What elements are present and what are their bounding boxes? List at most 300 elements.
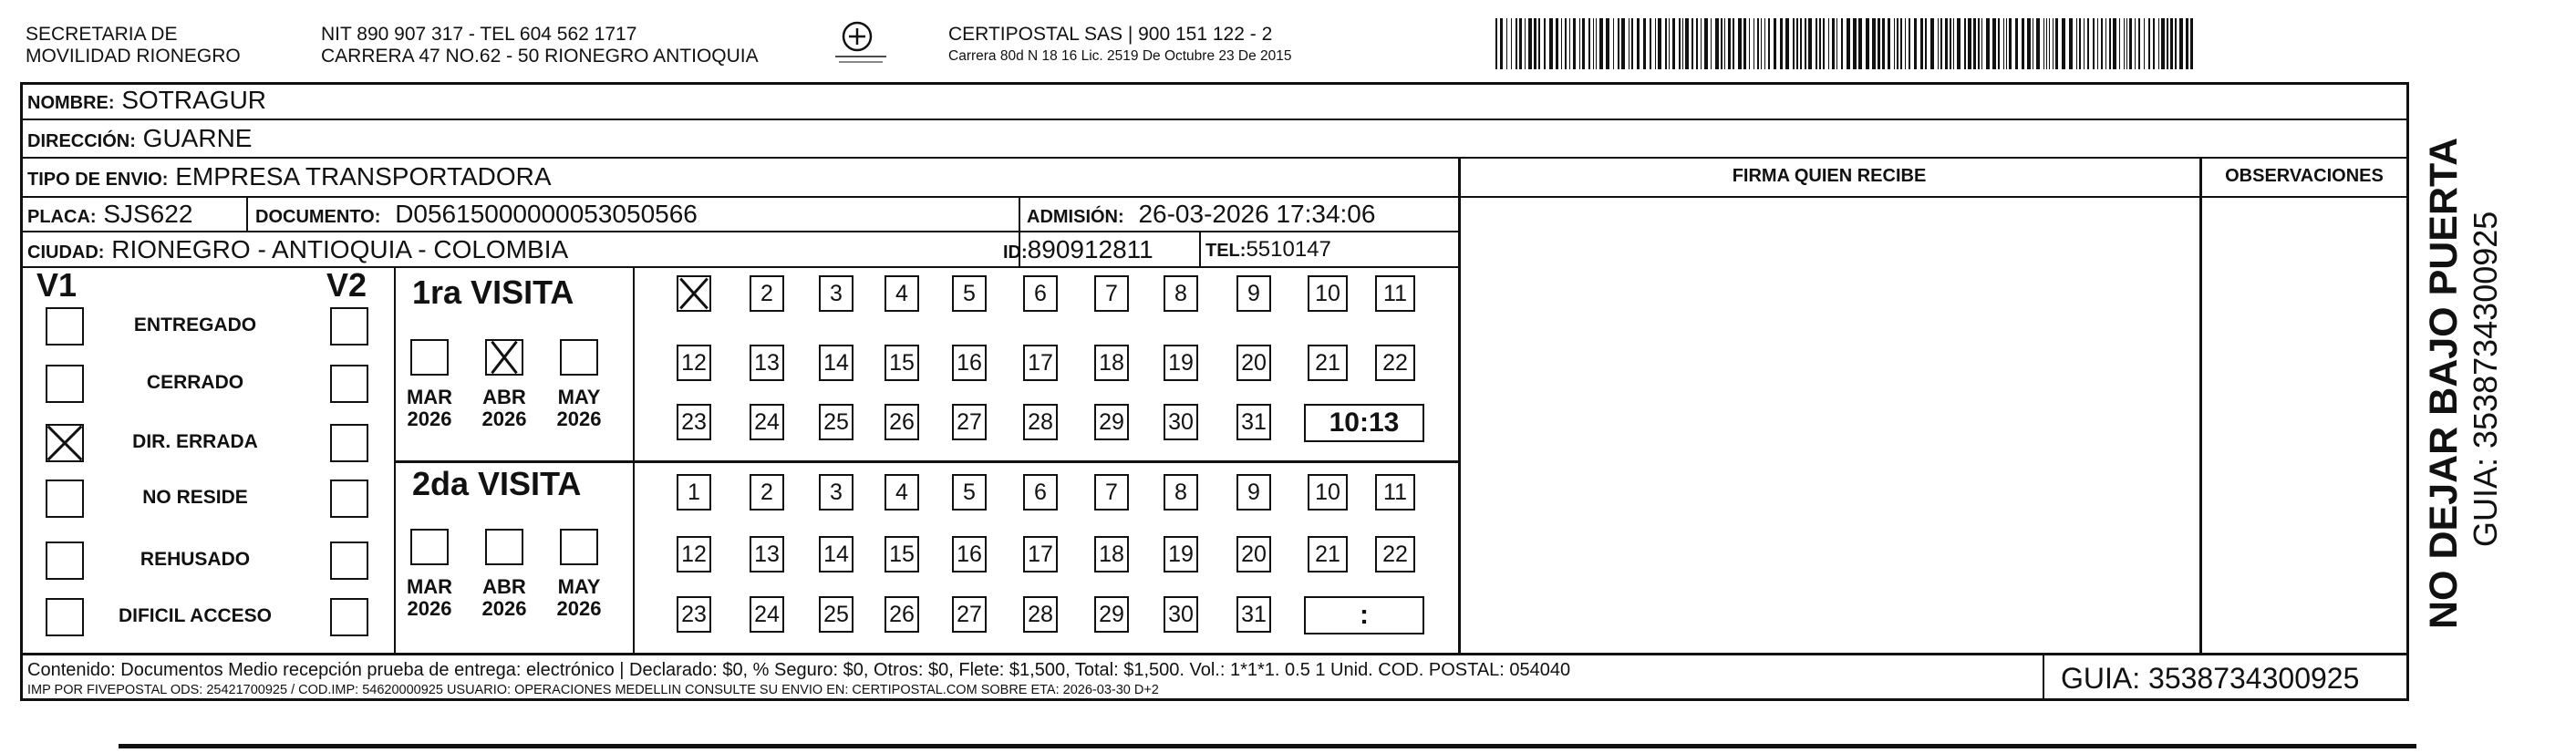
ciudad-field [27, 234, 568, 268]
visit1-day-box: 10 [1308, 275, 1348, 312]
visit1-day-box: 11 [1375, 275, 1415, 312]
barcode-bar [1658, 18, 1661, 69]
barcode-bar [1743, 18, 1746, 69]
v2-checkbox [330, 365, 368, 403]
barcode-bar [2046, 18, 2047, 69]
visit1-day-box: 14 [819, 345, 853, 381]
nombre-field [27, 85, 266, 119]
documento-value: D05615000000053050566 [395, 200, 698, 228]
visit1-day-box: 28 [1023, 404, 1058, 440]
barcode-bar [1938, 18, 1939, 69]
visit2-day-box: 7 [1094, 474, 1129, 511]
barcode-bar [1511, 18, 1512, 69]
visit1-day-box: 27 [952, 404, 987, 440]
barcode-bar [2079, 18, 2081, 69]
barcode-bar [1728, 18, 1731, 69]
v1-checkbox [46, 542, 84, 580]
barcode-bar [1805, 18, 1806, 69]
barcode-bar [2062, 18, 2065, 69]
barcode-bar [1679, 18, 1681, 69]
visit2-day-box: 16 [952, 536, 987, 572]
barcode-bar [2036, 18, 2040, 69]
barcode-bar [1711, 18, 1712, 69]
barcode-bar [1691, 18, 1693, 69]
barcode-bar [1764, 18, 1765, 69]
barcode-bar [1621, 18, 1625, 69]
visit2-day-box: 10 [1308, 474, 1348, 511]
barcode-bar [1964, 18, 1966, 69]
barcode-bar [1981, 18, 1982, 69]
barcode-bar [2175, 18, 2177, 69]
barcode-bar [2148, 18, 2150, 69]
barcode-bar [1774, 18, 1776, 69]
v2-header: V2 [326, 266, 367, 304]
barcode-bar [1978, 18, 1980, 69]
courier-line1: CERTIPOSTAL SAS | 900 151 122 - 2 [948, 24, 1273, 45]
barcode-bar [1841, 18, 1843, 69]
barcode-bar [1749, 18, 1750, 69]
rule [20, 82, 23, 700]
visit2-month-label: MAY 2026 [556, 575, 602, 620]
barcode-bar [2170, 18, 2173, 69]
rule [20, 698, 2409, 701]
id-label: ID: [1003, 242, 1028, 263]
status-label: DIR. ERRADA [132, 431, 258, 452]
barcode-bar [1914, 18, 1917, 69]
barcode-bar [2069, 18, 2073, 69]
barcode [1495, 18, 2198, 69]
org-line1: SECRETARIA DE [26, 24, 178, 45]
barcode-bar [2144, 18, 2145, 69]
courier-line2: Carrera 80d N 18 16 Lic. 2519 De Octubre 23 De 2015 [948, 48, 1292, 64]
barcode-bar [2190, 18, 2193, 69]
visit1-month-checkbox [560, 339, 598, 376]
rule [20, 82, 2409, 85]
barcode-bar [1836, 18, 1837, 69]
barcode-bar [1808, 18, 1812, 69]
barcode-bar [1733, 18, 1734, 69]
rule [20, 196, 2409, 198]
tipo-value: EMPRESA TRANSPORTADORA [175, 162, 552, 191]
nombre-label: NOMBRE: [27, 93, 115, 113]
visit1-day-box: 17 [1023, 345, 1058, 381]
visit2-day-box: 26 [885, 596, 919, 633]
barcode-bar [1696, 18, 1698, 69]
barcode-bar [2049, 18, 2050, 69]
visit1-title: 1ra VISITA [412, 273, 574, 311]
visit2-month-label: MAR 2026 [406, 575, 453, 620]
status-label: CERRADO [146, 372, 244, 393]
barcode-bar [1738, 18, 1742, 69]
v1-header: V1 [36, 266, 78, 304]
barcode-bar [1905, 18, 1906, 69]
barcode-bar [1785, 18, 1789, 69]
barcode-bar [1672, 18, 1675, 69]
barcode-bar [2022, 18, 2024, 69]
visit1-day-box: 30 [1164, 404, 1198, 440]
barcode-bar [1897, 18, 1898, 69]
visit2-day-box: 23 [677, 596, 711, 633]
visit1-month-checkbox [485, 339, 523, 376]
barcode-bar [2084, 18, 2085, 69]
visit1-day-box: 5 [952, 275, 987, 312]
firma-header: FIRMA QUIEN RECIBE [1732, 166, 1927, 186]
address-line: CARRERA 47 NO.62 - 50 RIONEGRO ANTIOQUIA [321, 46, 759, 67]
visit2-day-box: 9 [1236, 474, 1271, 511]
ciudad-label: CIUDAD: [27, 242, 105, 263]
nit-line: NIT 890 907 317 - TEL 604 562 1717 [321, 24, 637, 45]
visit1-day-box: 20 [1236, 345, 1271, 381]
visit1-day-box: 3 [819, 275, 853, 312]
barcode-bar [1579, 18, 1580, 69]
v1-checkbox [46, 365, 84, 403]
visit2-day-box: 17 [1023, 536, 1058, 572]
visit1-day-box: 15 [885, 345, 919, 381]
barcode-bar [1582, 18, 1585, 69]
ciudad-value: RIONEGRO - ANTIOQUIA - COLOMBIA [111, 235, 569, 263]
barcode-bar [1556, 18, 1558, 69]
v1-checkbox [46, 424, 84, 462]
barcode-bar [1525, 18, 1526, 69]
rule [2199, 157, 2202, 655]
barcode-bar [1631, 18, 1633, 69]
visit2-day-box: 14 [819, 536, 853, 572]
barcode-bar [1940, 18, 1942, 69]
tipo-envio-field [27, 161, 552, 195]
footer-contents: Contenido: Documentos Medio recepción prueba de entrega: electrónico | Declarado: $0, % Seguro: $0, Otros: $0, Flete: $1,500, Total: $1,500. Vol.: 1*1*1. 0.5 1 Unid. COD. POSTAL: 054040 [27, 660, 1571, 680]
rule [394, 460, 1461, 463]
visit1-day-box: 18 [1094, 345, 1129, 381]
barcode-bar [1534, 18, 1536, 69]
barcode-bar [1872, 18, 1876, 69]
visit1-day-box: 22 [1375, 345, 1415, 381]
visit1-day-box: 29 [1094, 404, 1129, 440]
tipo-label: TIPO DE ENVIO: [27, 170, 169, 190]
footer-guia: GUIA: 3538734300925 [2061, 662, 2360, 695]
placa-label: PLACA: [27, 207, 97, 227]
visit2-day-box: 31 [1236, 596, 1271, 633]
barcode-bar [1957, 18, 1960, 69]
barcode-bar [1823, 18, 1825, 69]
barcode-bar [1998, 18, 2000, 69]
visit1-month-label: MAR 2026 [406, 386, 453, 430]
barcode-bar [1685, 18, 1689, 69]
barcode-bar [1655, 18, 1656, 69]
barcode-bar [1793, 18, 1795, 69]
barcode-bar [1796, 18, 1798, 69]
barcode-bar [2124, 18, 2125, 69]
barcode-bar [2135, 18, 2136, 69]
barcode-bar [1757, 18, 1759, 69]
barcode-bar [1618, 18, 1619, 69]
barcode-bar [2138, 18, 2140, 69]
barcode-bar [1506, 18, 1507, 69]
v2-checkbox [330, 542, 368, 580]
barcode-bar [1701, 18, 1702, 69]
barcode-icon [1495, 18, 2198, 69]
visit2-time-box: : [1304, 596, 1424, 634]
visit2-day-box: 22 [1375, 536, 1415, 572]
barcode-bar [1573, 18, 1576, 69]
barcode-bar [1768, 18, 1770, 69]
barcode-bar [2126, 18, 2127, 69]
barcode-bar [1593, 18, 1594, 69]
v2-checkbox [330, 424, 368, 462]
visit1-day-box: 21 [1308, 345, 1348, 381]
barcode-bar [1968, 18, 1971, 69]
barcode-bar [1500, 18, 1503, 69]
visit1-day-box: 19 [1164, 345, 1198, 381]
visit1-day-box: 24 [750, 404, 784, 440]
barcode-bar [1882, 18, 1885, 69]
barcode-bar [1930, 18, 1934, 69]
visit1-day-box: 13 [750, 345, 784, 381]
barcode-bar [1721, 18, 1723, 69]
barcode-bar [2186, 18, 2188, 69]
barcode-bar [1909, 18, 1910, 69]
rule [2043, 653, 2044, 700]
visit1-day-box [677, 275, 711, 312]
tel-value: 5510147 [1246, 237, 1331, 262]
barcode-bar [2015, 18, 2018, 69]
barcode-bar [1878, 18, 1880, 69]
visit1-day-box: 31 [1236, 404, 1271, 440]
v2-checkbox [330, 307, 368, 346]
barcode-bar [2006, 18, 2007, 69]
barcode-bar [1561, 18, 1562, 69]
visit2-day-box: 19 [1164, 536, 1198, 572]
status-label: REHUSADO [140, 549, 251, 570]
visit2-day-box: 12 [677, 536, 711, 572]
rule [20, 119, 2409, 120]
visit2-day-box: 13 [750, 536, 784, 572]
status-label: ENTREGADO [133, 315, 257, 335]
barcode-bar [1847, 18, 1850, 69]
tel-label: TEL: [1205, 241, 1247, 261]
barcode-bar [1565, 18, 1567, 69]
visit2-day-box: 18 [1094, 536, 1129, 572]
visit2-day-box: 28 [1023, 596, 1058, 633]
barcode-bar [1495, 18, 1497, 69]
v1-checkbox [46, 598, 84, 636]
visit1-month-label: ABR 2026 [481, 386, 527, 430]
documento-field [255, 199, 698, 232]
barcode-bar [2119, 18, 2120, 69]
visit1-day-box: 12 [677, 345, 711, 381]
visit1-day-box: 8 [1164, 275, 1198, 312]
barcode-bar [1986, 18, 1990, 69]
barcode-bar [1900, 18, 1902, 69]
barcode-bar [2053, 18, 2054, 69]
visit2-day-box: 15 [885, 536, 919, 572]
barcode-bar [1516, 18, 1517, 69]
id-value: 890912811 [1027, 235, 1154, 263]
v2-checkbox [330, 598, 368, 636]
barcode-bar [1519, 18, 1522, 69]
barcode-bar [1888, 18, 1890, 69]
barcode-bar [2113, 18, 2116, 69]
barcode-bar [2158, 18, 2159, 69]
barcode-bar [2003, 18, 2004, 69]
visit2-day-box: 8 [1164, 474, 1198, 511]
barcode-bar [1819, 18, 1821, 69]
placa-field [27, 199, 192, 232]
barcode-bar [2129, 18, 2132, 69]
barcode-bar [1650, 18, 1651, 69]
barcode-bar [2167, 18, 2168, 69]
side-guia: GUIA: 3538734300925 [2467, 211, 2504, 547]
side-warning: NO DEJAR BAJO PUERTA [2422, 137, 2466, 629]
barcode-bar [2055, 18, 2058, 69]
rule [20, 653, 2409, 655]
visit2-day-box: 29 [1094, 596, 1129, 633]
documento-label: DOCUMENTO: [255, 207, 381, 227]
visit2-title: 2da VISITA [412, 465, 582, 502]
certipostal-logo-icon [835, 20, 886, 67]
sender-address [321, 24, 759, 67]
barcode-bar [1724, 18, 1725, 69]
visit2-day-box: 2 [750, 474, 784, 511]
barcode-bar [1538, 18, 1540, 69]
barcode-bar [2097, 18, 2098, 69]
certipostal-logo [835, 20, 886, 67]
visit2-month-checkbox [410, 529, 449, 565]
visit1-time-box: 10:13 [1304, 404, 1424, 442]
barcode-bar [1780, 18, 1783, 69]
visit1-day-box: 16 [952, 345, 987, 381]
rule [20, 157, 2409, 159]
barcode-bar [1528, 18, 1532, 69]
rule [1199, 231, 1201, 267]
barcode-bar [1925, 18, 1927, 69]
barcode-bar [1992, 18, 1996, 69]
visit1-day-box: 4 [885, 275, 919, 312]
v1-checkbox [46, 307, 84, 346]
direccion-field [27, 123, 252, 157]
barcode-bar [2009, 18, 2012, 69]
visit2-month-label: ABR 2026 [481, 575, 527, 620]
rule [2406, 157, 2409, 700]
barcode-bar [2101, 18, 2103, 69]
status-label: DIFICIL ACCESO [118, 605, 272, 626]
barcode-bar [1643, 18, 1646, 69]
visit2-day-box: 11 [1375, 474, 1415, 511]
visit2-day-box: 24 [750, 596, 784, 633]
barcode-bar [1853, 18, 1857, 69]
visit1-day-box: 2 [750, 275, 784, 312]
barcode-bar [1606, 18, 1609, 69]
visit1-month-checkbox [410, 339, 449, 376]
barcode-bar [1669, 18, 1670, 69]
barcode-bar [2087, 18, 2089, 69]
barcode-bar [1569, 18, 1570, 69]
visit2-day-box: 30 [1164, 596, 1198, 633]
barcode-bar [2153, 18, 2155, 69]
barcode-bar [1665, 18, 1667, 69]
barcode-bar [2093, 18, 2095, 69]
barcode-bar [1920, 18, 1923, 69]
admision-label: ADMISIÓN: [1027, 207, 1124, 227]
barcode-bar [1761, 18, 1762, 69]
visit2-month-checkbox [485, 529, 523, 565]
visit2-day-box: 21 [1308, 536, 1348, 572]
visit2-day-box: 5 [952, 474, 987, 511]
barcode-bar [1637, 18, 1640, 69]
barcode-bar [2109, 18, 2111, 69]
barcode-bar [2161, 18, 2165, 69]
barcode-bar [1596, 18, 1597, 69]
barcode-bar [2179, 18, 2183, 69]
barcode-bar [1800, 18, 1802, 69]
barcode-bar [2027, 18, 2031, 69]
barcode-bar [1549, 18, 1553, 69]
barcode-bar [1816, 18, 1817, 69]
barcode-bar [1832, 18, 1835, 69]
admision-value: 26-03-2026 17:34:06 [1138, 200, 1376, 228]
barcode-bar [1953, 18, 1954, 69]
barcode-bar [1682, 18, 1683, 69]
org-line2: MOVILIDAD RIONEGRO [26, 46, 241, 67]
barcode-bar [1973, 18, 1976, 69]
v1-checkbox [46, 480, 84, 518]
visit1-day-box: 25 [819, 404, 853, 440]
barcode-bar [1544, 18, 1546, 69]
tel-field [1205, 234, 1331, 266]
visit2-day-box: 27 [952, 596, 987, 633]
placa-value: SJS622 [103, 200, 193, 228]
admision-field [1027, 199, 1375, 232]
visit2-day-box: 20 [1236, 536, 1271, 572]
visit1-month-label: MAY 2026 [556, 386, 602, 430]
barcode-bar [1894, 18, 1895, 69]
visit1-day-box: 23 [677, 404, 711, 440]
visit1-day-box: 7 [1094, 275, 1129, 312]
barcode-bar [2076, 18, 2077, 69]
rule [119, 744, 2416, 748]
barcode-bar [1945, 18, 1948, 69]
direccion-label: DIRECCIÓN: [27, 131, 136, 151]
barcode-bar [1828, 18, 1829, 69]
barcode-bar [1704, 18, 1708, 69]
barcode-bar [2043, 18, 2044, 69]
courier-info [948, 24, 1292, 67]
visit2-day-box: 1 [677, 474, 711, 511]
barcode-bar [1858, 18, 1862, 69]
barcode-bar [1715, 18, 1719, 69]
visit1-day-box: 26 [885, 404, 919, 440]
v2-checkbox [330, 480, 368, 518]
barcode-bar [1588, 18, 1590, 69]
visit1-day-box: 6 [1023, 275, 1058, 312]
visit2-day-box: 3 [819, 474, 853, 511]
rule [246, 196, 248, 232]
visit2-month-checkbox [560, 529, 598, 565]
barcode-bar [1866, 18, 1869, 69]
status-label: NO RESIDE [142, 487, 248, 508]
barcode-bar [1950, 18, 1951, 69]
barcode-bar [1599, 18, 1603, 69]
visit2-day-box: 6 [1023, 474, 1058, 511]
direccion-value: GUARNE [142, 124, 253, 152]
observaciones-header: OBSERVACIONES [2225, 166, 2384, 186]
visit2-day-box: 4 [885, 474, 919, 511]
barcode-bar [1613, 18, 1614, 69]
visit1-day-box: 9 [1236, 275, 1271, 312]
visit2-day-box: 25 [819, 596, 853, 633]
barcode-bar [2105, 18, 2106, 69]
org-name [26, 24, 241, 67]
id-field [1003, 234, 1154, 268]
